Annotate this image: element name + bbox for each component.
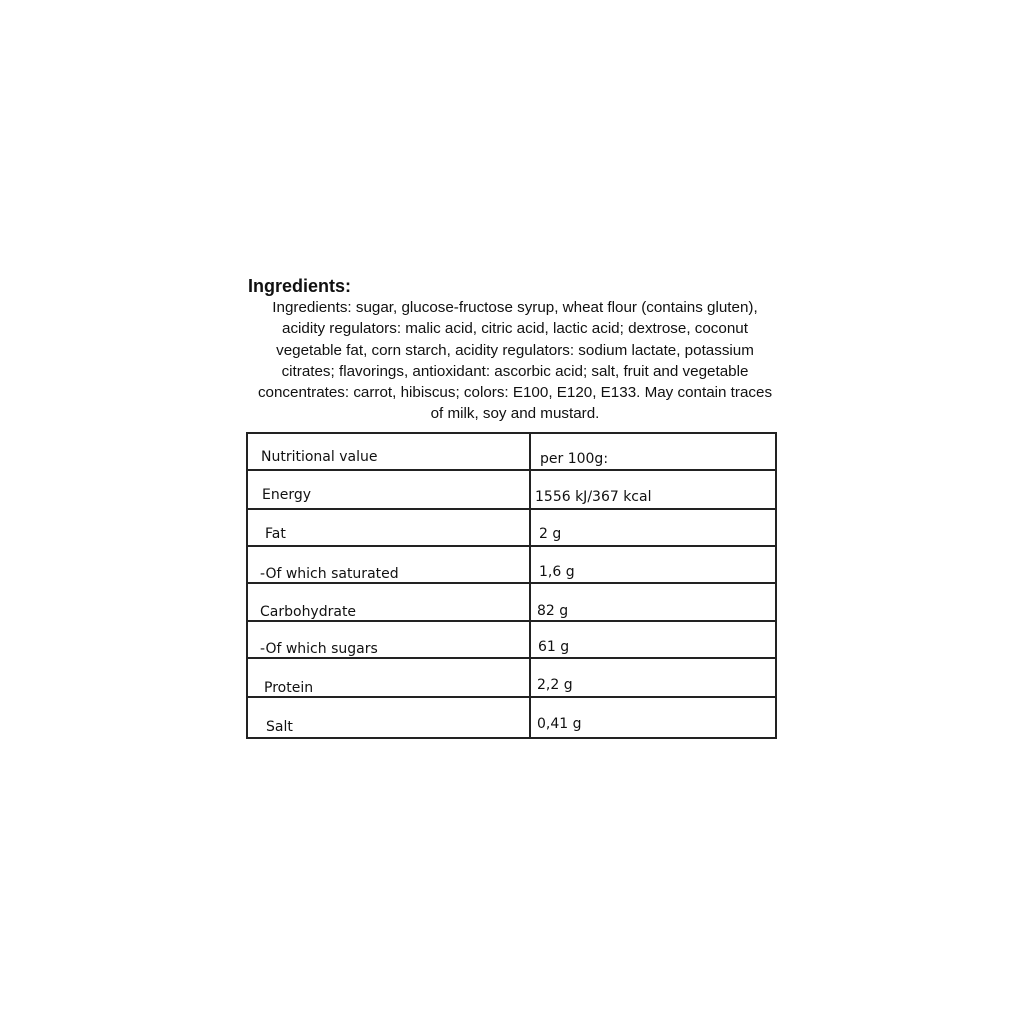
ingredients-line: Ingredients: sugar, glucose-fructose syrup, wheat flour (contains gluten),	[272, 299, 758, 316]
header-value: per 100g:	[540, 451, 609, 467]
table-row	[247, 546, 776, 583]
row-value-cell	[530, 470, 776, 509]
table-row	[247, 658, 776, 697]
row-value-cell	[530, 583, 776, 621]
row-value-cell	[530, 697, 776, 738]
row-value-cell	[530, 658, 776, 697]
header-label-cell	[247, 433, 530, 470]
table-row	[247, 621, 776, 658]
row-value: 0,41 g	[537, 716, 582, 732]
row-label: Carbohydrate	[260, 604, 357, 620]
row-value: 1,6 g	[539, 564, 575, 580]
row-label: -Of which saturated	[260, 566, 399, 582]
table-row	[247, 697, 776, 738]
row-value-cell	[530, 509, 776, 546]
table-header-row	[247, 433, 776, 470]
ingredients-heading: Ingredients:	[248, 276, 352, 296]
nutrition-table	[246, 432, 777, 739]
row-label-cell	[247, 621, 530, 658]
row-label-cell	[247, 697, 530, 738]
row-value: 61 g	[538, 639, 570, 655]
row-label: Energy	[262, 487, 312, 503]
ingredients-line: vegetable fat, corn starch, acidity regulators: sodium lactate, potassium	[276, 341, 754, 359]
row-value: 2 g	[539, 526, 562, 542]
row-label: Fat	[265, 526, 286, 542]
ingredients-line: acidity regulators: malic acid, citric acid, lactic acid; dextrose, coconut	[282, 320, 748, 338]
row-label: Salt	[266, 719, 293, 735]
ingredients-line: concentrates: carrot, hibiscus; colors: E100, E120, E133. May contain traces	[257, 384, 773, 402]
table-row	[247, 583, 776, 621]
row-label-cell	[247, 546, 530, 583]
row-value: 1556 kJ/367 kcal	[535, 489, 652, 505]
row-value: 82 g	[537, 603, 569, 619]
row-label-cell	[247, 470, 530, 509]
row-label-cell	[247, 658, 530, 697]
row-value-cell	[530, 621, 776, 658]
ingredients-paragraph	[248, 297, 782, 425]
table-row	[247, 509, 776, 546]
ingredients-line: citrates; flavorings, antioxidant: ascorbic acid; salt, fruit and vegetable	[281, 362, 749, 380]
ingredients-line: of milk, soy and mustard.	[430, 405, 600, 423]
row-label: -Of which sugars	[260, 641, 378, 657]
row-label-cell	[247, 583, 530, 621]
table-row	[247, 470, 776, 509]
row-value: 2,2 g	[537, 677, 573, 693]
header-label: Nutritional value	[261, 449, 378, 465]
row-label: Protein	[264, 680, 314, 696]
header-value-cell	[530, 433, 776, 470]
row-label-cell	[247, 509, 530, 546]
row-value-cell	[530, 546, 776, 583]
